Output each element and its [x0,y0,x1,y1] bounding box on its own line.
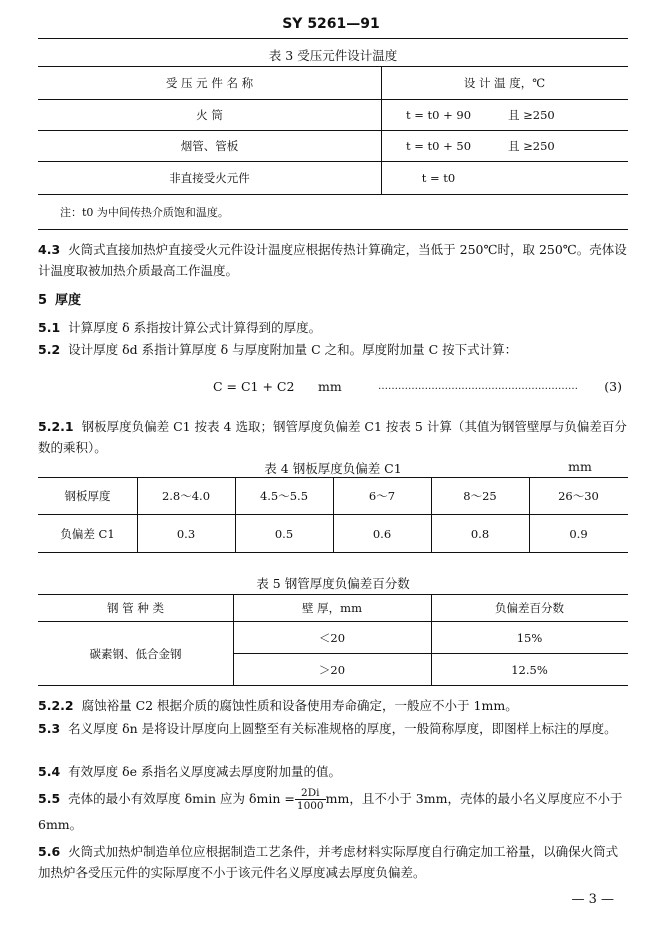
clause-5-2-1 [38,416,628,458]
table3-row1-formula: t = t0 + 90 [405,107,472,122]
clause-text: 钢板厚度负偏差 C1 按表 4 选取；钢管厚度负偏差 C1 按表 5 计算（其值为钢管壁厚与负偏差百分数的乘积）。 [38,419,627,455]
clause-number: 5.3 [38,721,61,736]
clause-5-2-2 [38,695,628,716]
table5-steel-type: 碳素钢、低合金钢 [89,646,182,661]
table3-col2-header: 设 计 温 度，℃ [463,76,546,90]
table4-row1-label: 钢板厚度 [64,489,111,503]
table3-note: 注：t0 为中间传热介质饱和温度。 [60,206,229,219]
table5-row1-wall: ＜20 [318,630,346,645]
clause-number: 5.2 [38,342,61,357]
clause-text: 有效厚度 δe 系指名义厚度减去厚度附加量的值。 [68,764,342,779]
clause-text: 设计厚度 δd 系指计算厚度 δ 与厚度附加量 C 之和。厚度附加量 C 按下式计算： [68,342,518,357]
clause-text: 火筒式加热炉制造单位应根据制造工艺条件，并考虑材料实际厚度自行确定加工裕量，以确保火筒式加热炉各受压元件的实际厚度不小于该元件名义厚度减去厚度负偏差。 [38,844,619,880]
table4-deviation-5: 0.9 [569,526,588,541]
table5-row2-wall: ＞20 [318,662,346,677]
table3-row3-formula: t = t0 [421,170,456,185]
page-number: — 3 — [571,892,614,907]
clause-text: 计算厚度 δ 系指按计算公式计算得到的厚度。 [68,320,322,335]
header-rule [38,38,628,39]
clause-text-post: mm，且不小于 3mm，壳体的最小名义厚度应不小于 6mm。 [38,791,623,832]
clause-number: 5.4 [38,764,61,779]
clause-number: 4.3 [38,242,61,257]
clause-5-5 [38,786,628,837]
table5-row1-pct: 15% [516,630,543,645]
table3-row1-cond: 且 ≥250 [508,107,555,122]
table4-thickness-2: 4.5～5.5 [259,489,309,503]
clause-5-4 [38,761,628,782]
table3-row2-cond: 且 ≥250 [508,138,555,153]
table4-row2-label: 负偏差 C1 [60,526,115,541]
table4-thickness-3: 6～7 [368,489,396,503]
table4-thickness-4: 8～25 [463,489,497,503]
standard-number: SY 5261—91 [282,16,380,32]
clause-number: 5.6 [38,844,61,859]
table4-bottom-rule [38,552,628,553]
equation-number: (3) [604,379,622,394]
table3-row2-formula: t = t0 + 50 [405,138,472,153]
clause-text: 名义厚度 δn 是将设计厚度向上圆整至有关标准规格的厚度，一般简称厚度，即图样上标注的厚度。 [68,721,617,736]
table4-deviation-3: 0.6 [372,526,392,541]
table5-col1-header: 钢 管 种 类 [107,601,164,615]
min-thickness-fraction [295,787,326,812]
table4-deviation-2: 0.5 [274,526,294,541]
clause-5-6 [38,841,628,883]
table5-row2-pct: 12.5% [511,662,548,677]
table3-title: 表 3 受压元件设计温度 [268,48,398,63]
clause-5-3 [38,718,628,739]
clause-number: 5.2.2 [38,698,74,713]
fraction-denominator: 1000 [296,800,324,812]
section-5-heading [38,290,628,311]
table3-row-rule [38,194,628,195]
table3-row1-name: 火 筒 [196,107,223,122]
equation-leader-dots: …………………………………………………… [378,381,578,392]
table3-bottom-rule [38,229,628,230]
section-title: 厚度 [55,293,82,308]
table4-deviation-4: 0.8 [470,526,490,541]
clause-number: 5.5 [38,791,61,806]
table3-row3-name: 非直接受火元件 [169,170,250,185]
table5-bottom-rule [38,685,628,686]
table5-col3-header: 负偏差百分数 [495,601,564,615]
clause-5-1 [38,317,628,338]
table3-col1-header: 受 压 元 件 名 称 [165,76,254,90]
table4-unit: mm [568,459,592,474]
fraction-numerator: 2Di [295,787,326,800]
section-number: 5 [38,293,48,308]
table4-thickness-1: 2.8～4.0 [161,489,211,503]
table5-col2-header: 壁 厚，mm [302,601,362,615]
table5-title: 表 5 钢管厚度负偏差百分数 [256,576,410,591]
clause-number: 5.1 [38,320,61,335]
equation-formula: C = C1 + C2 [213,379,295,394]
clause-text-pre: 壳体的最小有效厚度 δmin 应为 δmin = [68,791,295,806]
equation-unit: mm [318,379,342,394]
clause-text: 火筒式直接加热炉直接受火元件设计温度应根据传热计算确定，当低于 250℃时，取 250℃。壳体设计温度取被加热介质最高工作温度。 [38,242,627,278]
clause-5-2 [38,339,628,360]
table3-row3-cond [508,161,618,194]
table4-deviation-1: 0.3 [176,526,196,541]
clause-text: 腐蚀裕量 C2 根据介质的腐蚀性质和设备使用寿命确定，一般应不小于 1mm。 [81,698,518,713]
table4-thickness-5: 26～30 [558,489,599,503]
table4-title: 表 4 钢板厚度负偏差 C1 [264,461,402,476]
table3-row2-name: 烟管、管板 [180,138,239,153]
clause-4-3 [38,239,628,281]
clause-number: 5.2.1 [38,419,74,434]
